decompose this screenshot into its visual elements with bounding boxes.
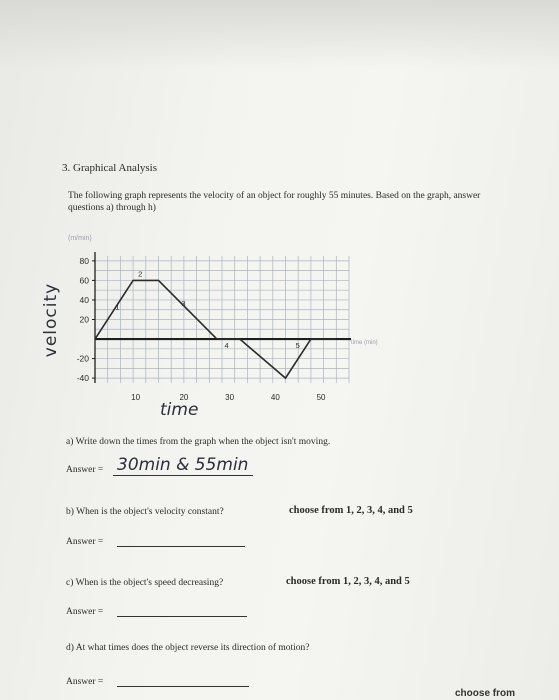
x-tick-label: 20 (179, 393, 189, 402)
question-c-choose: choose from 1, 2, 3, 4, and 5 (286, 576, 410, 587)
answer-b-line[interactable] (117, 546, 245, 547)
handwritten-time-label: time (160, 400, 199, 420)
handwritten-velocity-label: velocity (41, 282, 62, 358)
question-b-prompt: b) When is the object's velocity constant? (66, 507, 224, 517)
y-tick-label: -20 (76, 353, 89, 364)
question-b-answer-label: Answer = (66, 537, 104, 547)
y-axis-unit-label: (m/min) (68, 235, 92, 242)
x-tick-label: 50 (316, 393, 326, 402)
handwritten-answer-a: 30min & 55min (117, 455, 249, 475)
graph-grid (95, 256, 349, 383)
question-intro: The following graph represents the velocity of an object for roughly 55 minutes. Based on the graph, answer questions a) through h) (68, 191, 481, 213)
segment-label: 4 (224, 340, 229, 350)
y-tick-label: 20 (79, 314, 89, 325)
x-tick-label: 40 (270, 393, 280, 402)
y-tick-label: 60 (79, 275, 89, 286)
question-a-answer-label: Answer = (66, 465, 104, 475)
segment-label: 3 (181, 298, 186, 308)
x-axis-unit-label: time (min) (351, 340, 378, 346)
segment-label: 1 (115, 302, 120, 312)
question-d-answer-label: Answer = (66, 677, 104, 687)
cutoff-choose-text: choose from (455, 688, 516, 699)
answer-d-line[interactable] (117, 686, 249, 687)
question-title: 3. Graphical Analysis (62, 162, 158, 174)
x-tick-label: 30 (225, 393, 235, 402)
y-tick-label: -40 (76, 373, 89, 384)
question-c-answer-label: Answer = (66, 607, 104, 617)
segment-label: 5 (295, 340, 300, 350)
question-d-prompt: d) At what times does the object reverse its direction of motion? (66, 643, 310, 653)
x-tick-label: 10 (131, 393, 141, 402)
answer-c-line[interactable] (117, 616, 247, 617)
question-a-prompt: a) Write down the times from the graph when the object isn't moving. (66, 437, 331, 447)
y-tick-label: 80 (79, 255, 89, 266)
question-b-choose: choose from 1, 2, 3, 4, and 5 (289, 505, 413, 516)
segment-label: 2 (138, 269, 143, 279)
answer-a-line[interactable] (113, 475, 253, 476)
y-tick-label: 40 (79, 294, 89, 305)
y-tick-labels (77, 256, 95, 383)
question-c-prompt: c) When is the object's speed decreasing? (66, 578, 224, 588)
